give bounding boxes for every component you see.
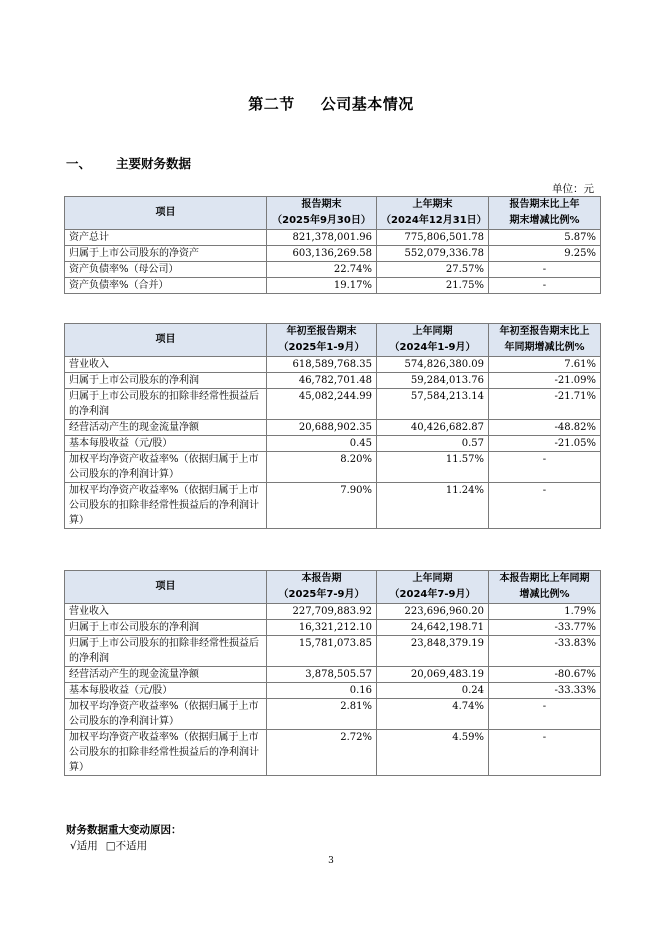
table-cell: 22.74% [267,262,377,278]
option-not-applicable: □不适用 [105,840,148,852]
table-cell: 8.20% [267,452,377,483]
table-cell: 821,378,001.96 [267,230,377,246]
table-quarter-performance [64,570,601,776]
table-cell: - [489,730,601,776]
table-cell: - [489,699,601,730]
table-cell: 2.81% [267,699,377,730]
table-row [65,636,601,667]
column-header: 报告期末比上年 期末增减比例% [489,197,601,230]
table-cell: 11.57% [377,452,489,483]
table-cell: 46,782,701.48 [267,373,377,389]
table-cell: 603,136,269.58 [267,246,377,262]
row-label: 加权平均净资产收益率%（依据归属于上市公司股东的扣除非经常性损益后的净利润计算） [65,730,267,776]
page-number: 3 [328,856,334,866]
table-cell: 59,284,013.76 [377,373,489,389]
table-cell: 23,848,379.19 [377,636,489,667]
table-ytd-performance [64,323,601,529]
applicability-options [70,838,147,853]
table-cell: -33.77% [489,620,601,636]
table-cell: 0.45 [267,436,377,452]
row-label: 加权平均净资产收益率%（依据归属于上市公司股东的净利润计算） [65,699,267,730]
table-cell: 40,426,682.87 [377,420,489,436]
section-label: 第二节 [248,95,295,113]
table-cell: 223,696,960.20 [377,604,489,620]
table-row [65,246,601,262]
row-label: 营业收入 [65,357,267,373]
table-balance-sheet [64,196,601,294]
table-cell: 7.90% [267,483,377,529]
table-row [65,452,601,483]
table-header-row [65,324,601,357]
table-row [65,420,601,436]
table-row [65,373,601,389]
column-header: 上年期末 （2024年12月31日） [377,197,489,230]
section-number: 一、 [66,156,92,171]
table-row [65,357,601,373]
table-cell: -48.82% [489,420,601,436]
section-name: 公司基本情况 [320,95,414,113]
table-row [65,604,601,620]
column-header: 项目 [65,324,267,357]
table-cell: 1.79% [489,604,601,620]
row-label: 经营活动产生的现金流量净额 [65,420,267,436]
row-label: 加权平均净资产收益率%（依据归属于上市公司股东的扣除非经常性损益后的净利润计算） [65,483,267,529]
row-label: 归属于上市公司股东的扣除非经常性损益后的净利润 [65,389,267,420]
table-row [65,278,601,294]
table-cell: 7.61% [489,357,601,373]
table-cell: 0.24 [377,683,489,699]
table-cell: -21.71% [489,389,601,420]
table-row [65,436,601,452]
column-header: 年初至报告期末 （2025年1-9月） [267,324,377,357]
table-cell: 21.75% [377,278,489,294]
row-label: 资产总计 [65,230,267,246]
table-cell: - [489,452,601,483]
table-cell: 0.16 [267,683,377,699]
table-cell: 775,806,501.78 [377,230,489,246]
row-label: 资产负债率%（合并） [65,278,267,294]
table-cell: - [489,278,601,294]
row-label: 归属于上市公司股东的净资产 [65,246,267,262]
table-cell: 574,826,380.09 [377,357,489,373]
table-cell: 552,079,336.78 [377,246,489,262]
row-label: 归属于上市公司股东的扣除非经常性损益后的净利润 [65,636,267,667]
table-cell: 45,082,244.99 [267,389,377,420]
table-header-row [65,197,601,230]
option-applicable: √适用 [70,840,98,852]
table-cell: 11.24% [377,483,489,529]
table-cell: 20,069,483.19 [377,667,489,683]
table-cell: 15,781,073.85 [267,636,377,667]
table-cell: 4.59% [377,730,489,776]
table-cell: - [489,483,601,529]
table-row [65,683,601,699]
column-header: 上年同期 （2024年1-9月） [377,324,489,357]
table-cell: 16,321,212.10 [267,620,377,636]
row-label: 基本每股收益（元/股） [65,683,267,699]
table-row [65,620,601,636]
table-cell: 0.57 [377,436,489,452]
table-cell: -80.67% [489,667,601,683]
table-cell: 20,688,902.35 [267,420,377,436]
table-cell: 2.72% [267,730,377,776]
table-header-row [65,571,601,604]
table-row [65,730,601,776]
table-cell: -21.09% [489,373,601,389]
row-label: 资产负债率%（母公司） [65,262,267,278]
table-cell: 24,642,198.71 [377,620,489,636]
column-header: 项目 [65,197,267,230]
row-label: 归属于上市公司股东的净利润 [65,373,267,389]
column-header: 报告期末 （2025年9月30日） [267,197,377,230]
table-row [65,699,601,730]
row-label: 经营活动产生的现金流量净额 [65,667,267,683]
table-cell: - [489,262,601,278]
section-title: 主要财务数据 [116,156,192,171]
column-header: 上年同期 （2024年7-9月） [377,571,489,604]
table-cell: -33.83% [489,636,601,667]
column-header: 本报告期 （2025年7-9月） [267,571,377,604]
table-row [65,262,601,278]
table-row [65,230,601,246]
row-label: 归属于上市公司股东的净利润 [65,620,267,636]
table-cell: 5.87% [489,230,601,246]
table-cell: 19.17% [267,278,377,294]
table-cell: 3,878,505.57 [267,667,377,683]
table-cell: 227,709,883.92 [267,604,377,620]
column-header: 年初至报告期末比上 年同期增减比例% [489,324,601,357]
table-cell: 618,589,768.35 [267,357,377,373]
section-heading [66,154,191,172]
table-cell: 9.25% [489,246,601,262]
table-cell: -33.33% [489,683,601,699]
row-label: 加权平均净资产收益率%（依据归属于上市公司股东的净利润计算） [65,452,267,483]
table-cell: 57,584,213.14 [377,389,489,420]
table-cell: 4.74% [377,699,489,730]
table-cell: 27.57% [377,262,489,278]
table-row [65,667,601,683]
page-title [0,93,662,114]
table-row [65,389,601,420]
table-row [65,483,601,529]
table-cell: -21.05% [489,436,601,452]
row-label: 营业收入 [65,604,267,620]
change-reason-title: 财务数据重大变动原因： [66,824,182,836]
column-header: 项目 [65,571,267,604]
unit-label: 单位：元 [552,183,594,195]
column-header: 本报告期比上年同期 增减比例% [489,571,601,604]
row-label: 基本每股收益（元/股） [65,436,267,452]
